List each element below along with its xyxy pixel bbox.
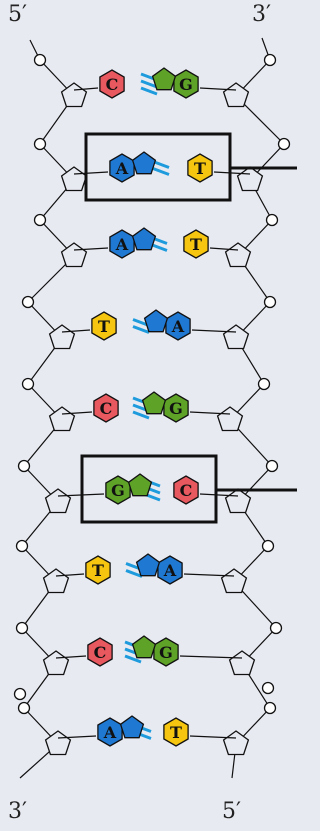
base-letter: T [194, 159, 206, 178]
left-phosphate [15, 689, 26, 700]
base-letter: T [98, 317, 110, 336]
left-strand-5-prime-label: 5′ [8, 2, 27, 27]
base-T [164, 718, 188, 746]
base-ring [121, 716, 144, 738]
hydrogen-bond [151, 245, 167, 251]
base-letter: C [93, 643, 107, 662]
base-letter: G [159, 643, 173, 662]
hydrogen-bond [133, 327, 149, 333]
base-letter: T [190, 235, 202, 254]
base-G [143, 392, 189, 422]
right-phosphate [279, 139, 290, 150]
left-phosphate [17, 541, 28, 552]
base-letter: C [179, 481, 193, 500]
left-phosphate [17, 623, 28, 634]
base-T [184, 230, 208, 258]
hydrogen-bond [141, 88, 157, 94]
base-pair [110, 228, 208, 258]
base-letter: A [163, 561, 177, 580]
base-C [94, 394, 118, 422]
left-phosphate [19, 461, 30, 472]
base-G [153, 68, 199, 98]
base-pair [100, 68, 198, 98]
base-pair [88, 636, 178, 666]
base-A [110, 152, 155, 182]
right-phosphate [267, 461, 278, 472]
base-letter: T [92, 561, 104, 580]
base-letter: A [171, 317, 185, 336]
base-pair [94, 392, 188, 422]
left-phosphate [23, 379, 34, 390]
base-pair [98, 716, 188, 746]
left-phosphate [35, 215, 46, 226]
right-phosphate [265, 703, 276, 714]
base-A [98, 716, 143, 746]
hydrogen-bond [153, 169, 169, 175]
base-A [110, 228, 155, 258]
base-ring [153, 68, 176, 90]
right-phosphate [265, 297, 276, 308]
base-pair [110, 152, 212, 182]
base-ring [133, 636, 156, 658]
base-ring [133, 228, 156, 250]
base-letter: C [105, 75, 119, 94]
left-phosphate [35, 139, 46, 150]
right-strand-5-prime-label: 5′ [222, 799, 241, 824]
base-T [92, 312, 116, 340]
base-letter: G [169, 399, 183, 418]
base-letter: G [111, 481, 125, 500]
base-C [88, 638, 112, 666]
base-letter: A [115, 159, 129, 178]
base-A [145, 310, 191, 340]
base-T [86, 556, 110, 584]
right-phosphate [265, 55, 276, 66]
right-strand-backbone [180, 38, 290, 778]
base-A [137, 554, 183, 584]
left-strand-3-prime-label: 3′ [8, 799, 27, 824]
right-phosphate [271, 623, 282, 634]
base-ring [133, 152, 156, 174]
base-pair [92, 310, 190, 340]
base-pair [86, 554, 182, 584]
base-letter: C [99, 399, 113, 418]
base-ring [143, 392, 166, 414]
base-letter: A [115, 235, 129, 254]
right-phosphate [263, 683, 274, 694]
base-ring [129, 474, 152, 496]
base-ring [137, 554, 160, 576]
right-strand-3-prime-label: 3′ [252, 2, 271, 27]
right-phosphate [259, 379, 270, 390]
base-letter: A [103, 723, 117, 742]
right-phosphate [263, 541, 274, 552]
base-letter: T [170, 723, 182, 742]
base-G [106, 474, 151, 504]
base-ring [145, 310, 168, 332]
left-phosphate [19, 703, 30, 714]
right-phosphate [267, 215, 278, 226]
base-T [188, 154, 212, 182]
left-phosphate [35, 55, 46, 66]
base-C [100, 70, 124, 98]
left-phosphate [23, 297, 34, 308]
base-pair [106, 474, 198, 504]
base-pairs [86, 68, 212, 746]
base-C [174, 476, 198, 504]
base-letter: G [179, 75, 193, 94]
